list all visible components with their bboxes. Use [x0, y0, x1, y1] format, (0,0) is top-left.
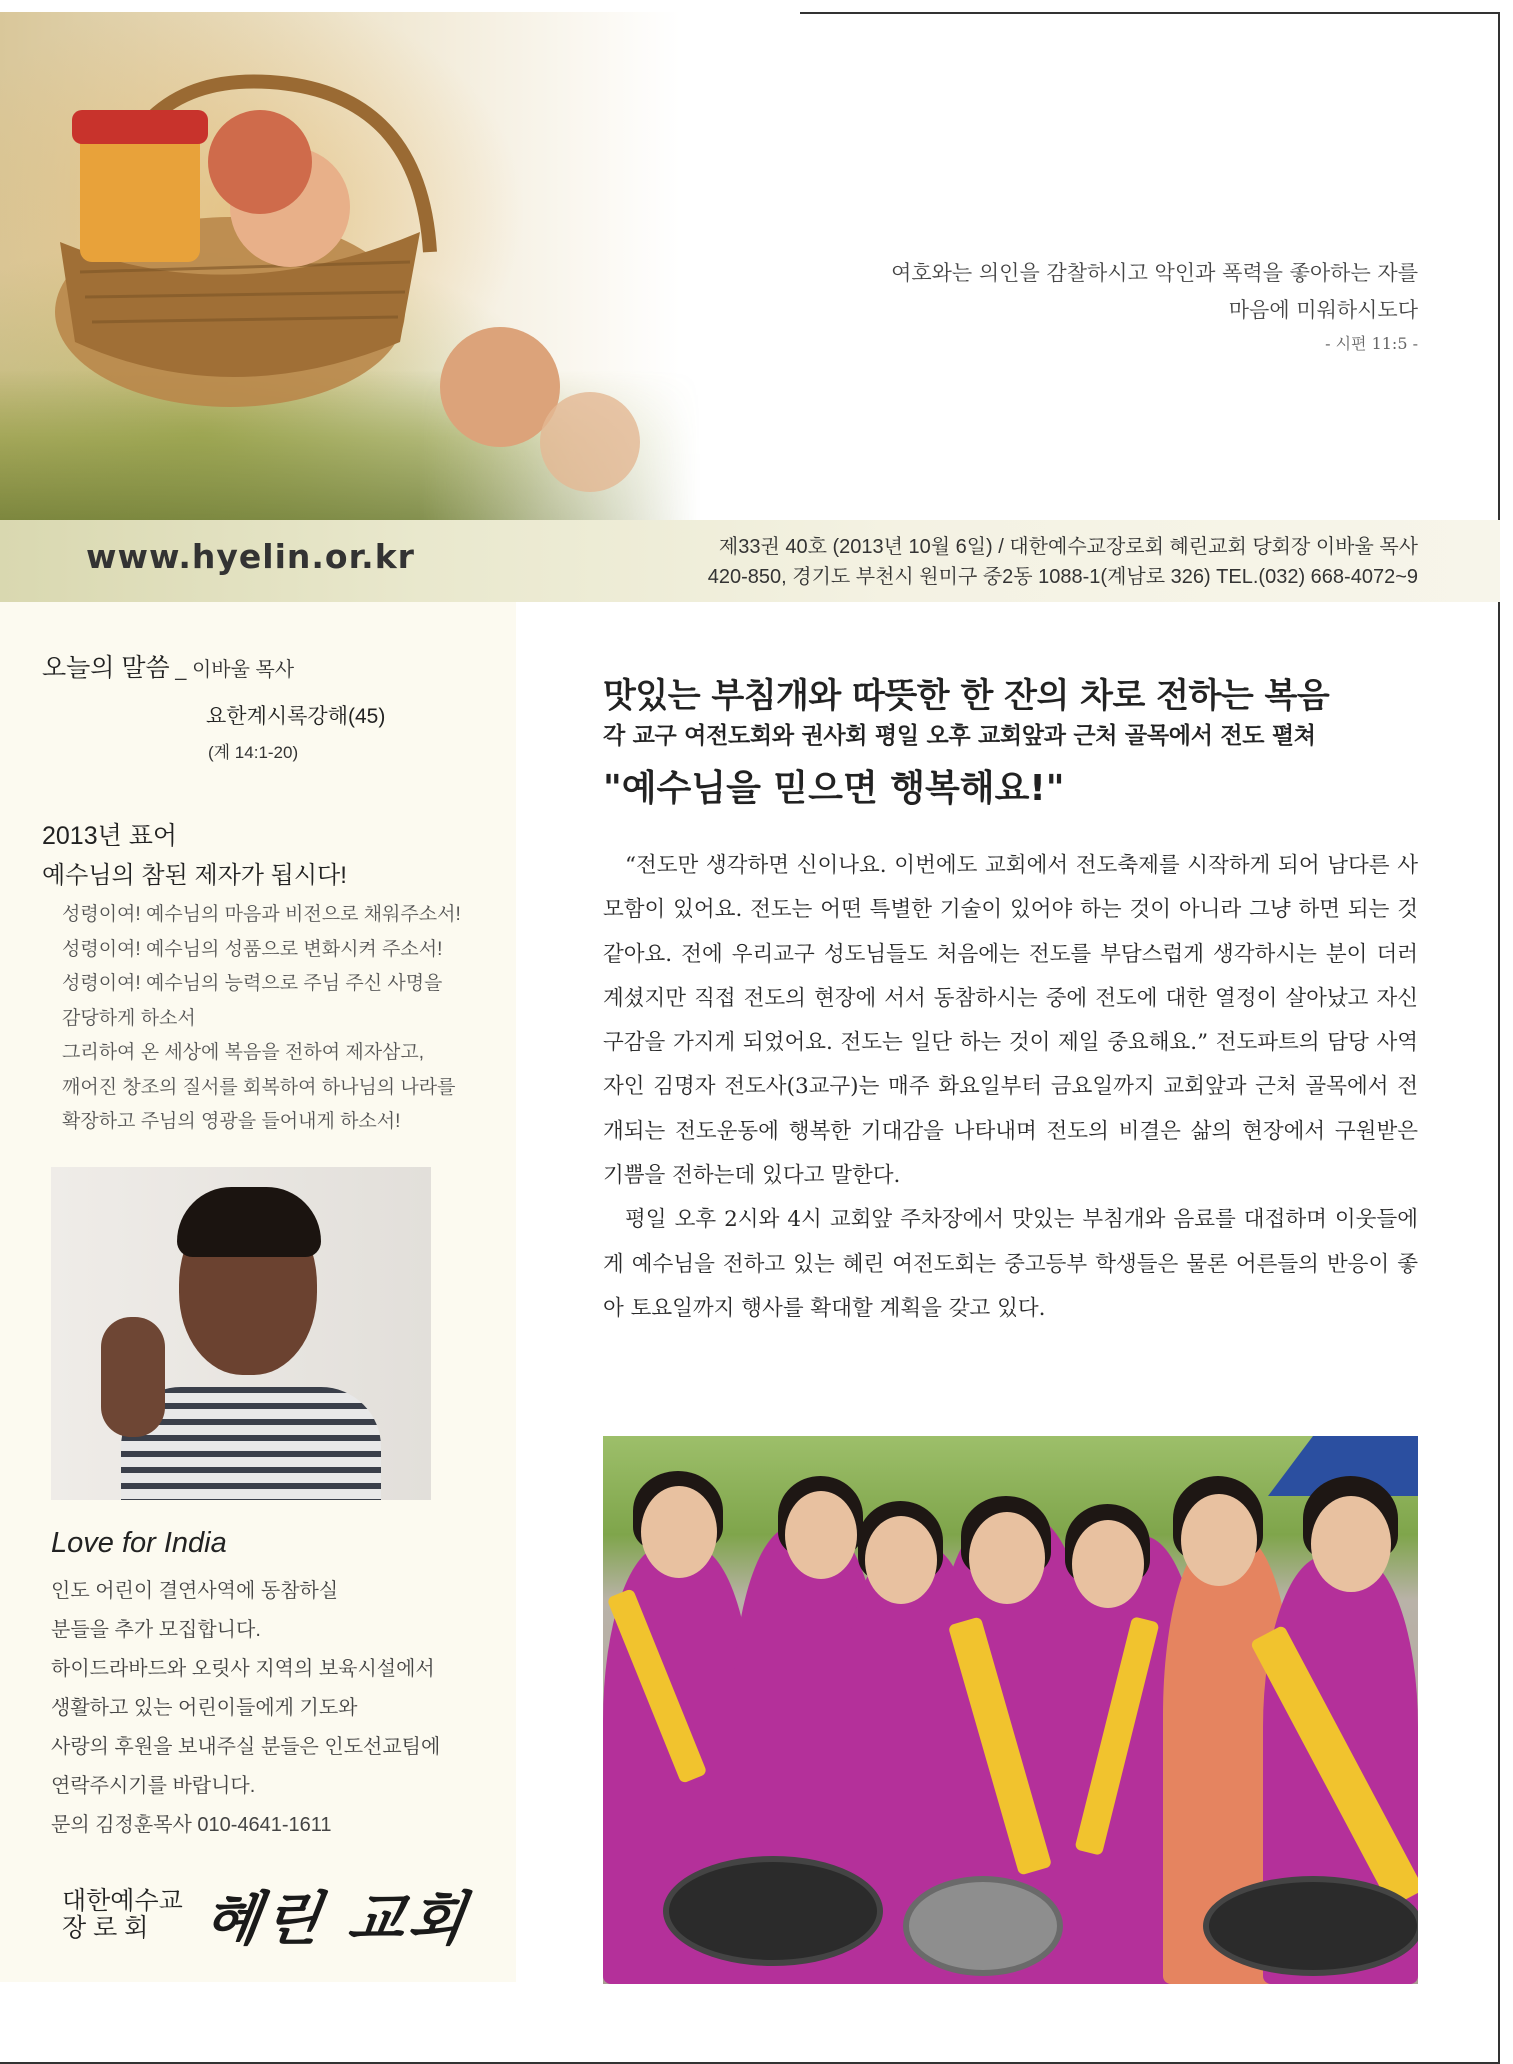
motto: 예수님의 참된 제자가 됩시다!	[42, 862, 347, 889]
prayer-line: 그리하여 온 세상에 복음을 전하여 제자삼고,	[62, 1042, 425, 1063]
article-paragraph: 평일 오후 2시와 4시 교회앞 주차장에서 맛있는 부침개와 음료를 대접하며 이웃들에게 예수님을 전하고 있는 혜린 여전도회는 중고등부 학생들은 물론 어른들의 반응이 좋아 토요일까지 행사를 확대할 계획을 갖고 있다.	[603, 1207, 1418, 1321]
love-line: 문의 김정훈목사 010-4641-1611	[51, 1814, 332, 1836]
love-for-india-body	[51, 1572, 491, 1845]
sermon-title: 요한계시록강해(45)	[206, 705, 386, 728]
prayer-line: 성령이여! 예수님의 성품으로 변화시켜 주소서!	[62, 938, 443, 960]
love-line: 인도 어린이 결연사역에 동참하실	[51, 1580, 339, 1602]
verse-line-2: 마음에 미워하시도다	[1228, 298, 1418, 322]
address-line: 420-850, 경기도 부천시 원미구 중2동 1088-1(계남로 326) TEL.(032) 668-4072~9	[707, 566, 1418, 588]
sermon-reference: (계 14:1-20)	[208, 743, 299, 762]
prayer-line: 성령이여! 예수님의 마음과 비전으로 채워주소서!	[62, 904, 461, 925]
prayer-list	[62, 898, 492, 1140]
verse-line-1: 여호와는 의인을 감찰하시고 악인과 폭력을 좋아하는 자를	[891, 261, 1418, 285]
article-paragraph: “전도만 생각하면 신이나요. 이번에도 교회에서 전도축제를 시작하게 되어 남다른 사모함이 있어요. 전도는 어떤 특별한 기술이 있어야 하는 것이 아니라 그냥 하면 되는 것 같아요. 전에 우리교구 성도님들도 처음에는 전도를 부담스럽게 생각하시는 분이 더러 계셨지만 직접 전도의 현장에 서서 동참하시는 중에 전도에 대한 열정이 살아났고 자신구감을 가지게 되었어요. 전도는 일단 하는 것이 제일 중요해요.” 전도파트의 담당 사역자인 김명자 전도사(3교구)는 매주 화요일부터 금요일까지 교회앞과 근처 골목에서 전개되는 전도운동에 행복한 기대감을 나타내며 전도의 비결은 삶의 현장에서 구원받은 기쁨을 전하는데 있다고 말한다.	[603, 853, 1418, 1189]
website-url[interactable]: www.hyelin.or.kr	[86, 537, 415, 576]
love-line: 하이드라바드와 오릿사 지역의 보육시설에서	[51, 1658, 435, 1680]
denomination-label	[62, 1888, 183, 1942]
issue-info	[708, 532, 1418, 592]
love-line: 분들을 추가 모집합니다.	[51, 1619, 261, 1641]
verse-reference: - 시편 11:5 -	[1325, 334, 1418, 353]
sermon-preacher: _ 이바울 목사	[169, 659, 295, 681]
scripture-verse	[718, 255, 1418, 359]
article-subheadline: 각 교구 여전도회와 권사회 평일 오후 교회앞과 근처 골목에서 전도 펼쳐	[603, 723, 1316, 749]
article-headline: 맛있는 부침개와 따뜻한 한 잔의 차로 전하는 복음	[603, 676, 1330, 716]
sermon-heading: 오늘의 말씀 _ 이바울 목사	[42, 654, 295, 682]
love-for-india-title: Love for India	[51, 1527, 227, 1559]
denomination-line-1: 대한예수교	[62, 1887, 183, 1915]
denomination-line-2: 장 로 회	[62, 1914, 149, 1942]
prayer-line: 확장하고 주님의 영광을 들어내게 하소서!	[62, 1111, 401, 1132]
love-line: 사랑의 후원을 보내주실 분들은 인도선교팀에	[51, 1736, 441, 1758]
article-quote-headline: "예수님을 믿으면 행복해요!"	[603, 768, 1065, 809]
motto-year: 2013년 표어	[42, 822, 178, 850]
evangelism-group-photo	[603, 1436, 1418, 1984]
prayer-line: 깨어진 창조의 질서를 회복하여 하나님의 나라를	[62, 1076, 456, 1098]
apple-basket-illustration	[0, 12, 800, 520]
prayer-line: 감당하게 하소서	[62, 1007, 196, 1029]
church-name-logo: 혜린 교회	[199, 1885, 474, 1953]
love-line: 생활하고 있는 어린이들에게 기도와	[51, 1697, 358, 1719]
india-child-photo	[51, 1167, 431, 1500]
article-body	[603, 844, 1418, 1331]
prayer-line: 성령이여! 예수님의 능력으로 주님 주신 사명을	[62, 973, 443, 994]
love-line: 연락주시기를 바랍니다.	[51, 1775, 256, 1797]
issue-line: 제33권 40호 (2013년 10월 6일) / 대한예수교장로회 혜린교회 당회장 이바울 목사	[718, 536, 1418, 558]
header-photo-apple-basket	[0, 12, 800, 520]
